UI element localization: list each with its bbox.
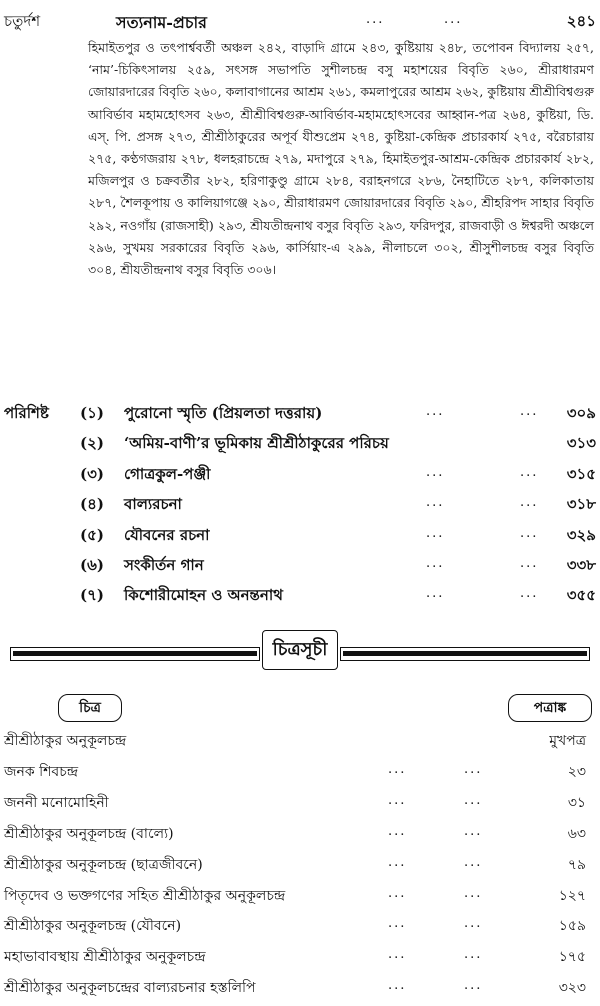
- illustration-page[interactable]: ৩১: [567, 794, 586, 811]
- appendix-item[interactable]: [80, 463, 596, 493]
- illustration-item[interactable]: [4, 729, 596, 759]
- chapter-label: চতুর্দশ: [4, 12, 41, 30]
- appendix-item-title[interactable]: সংকীর্তন গান: [124, 556, 204, 574]
- illustration-page[interactable]: ৩২৩: [558, 980, 586, 997]
- illustration-name[interactable]: শ্রীশ্রীঠাকুর অনুকূলচন্দ্র (যৌবনে): [4, 918, 182, 935]
- illustration-item[interactable]: [4, 976, 596, 1006]
- leader-dots: ...: [520, 495, 539, 511]
- chapter-summary: হিমাইতপুর ও তৎপার্শ্ববর্তী অঞ্চল ২৪২, বাড়াদি গ্রামে ২৪৩, কুষ্টিয়ায় ২৪৮, তপোবন বিদ্যালয় ২৫৭, ‘নাম’-চিকিৎসালয় ২৫৯, সৎসঙ্গ সভাপতি সুশীলচন্দ্র বসু মহাশয়ের বিবৃতি ২৬০, শ্রীরাধারমণ জোয়ারদারের বিবৃতি ২৬০, কলাবাগানের আশ্রম ২৬১, কমলাপুরের আশ্রম ২৬২, কুষ্টিয়ায় শ্রীশ্রীবিশ্বগুরু আবির্ভাব মহামহোৎসব ২৬৩, শ্রীশ্রীবিশ্বগুরু-আবির্ভাব-মহামহোৎসবের আহ্বান-পত্র ২৬৪, কুষ্টিয়া, ডি. এস্. পি. প্রসঙ্গ ২৭৩, শ্রীশ্রীঠাকুরের অপূর্ব যীশুপ্রেম ২৭৪, কুষ্টিয়া-কেন্দ্রিক প্রচারকার্য ২৭৫, বরৈচারায় ২৭৫, কণ্ঠগজরায় ২৭৮, ধলহরাচন্দ্রে ২৭৯, মদাপুরে ২৭৯, হিমাইতপুর-আশ্রম-কেন্দ্রিক প্রচারকার্য ২৮২, মজিলপুর ও চক্রবর্তীর ২৮২, হরিণাকুণ্ডু গ্রামে ২৮৪, বরাহনগরে ২৮৬, নৈহাটিতে ২৮৭, কলিকাতায় ২৮৭, শৈলকূপায় ও কালিয়াগঞ্জে ২৯০, শ্রীরাধারমণ জোয়ারদারের বিবৃতি ২৯০, শ্রীহরিপদ সাহার বিবৃতি ২৯২, নওগাঁয় (রাজসাহী) ২৯৩, শ্রীযতীন্দ্রনাথ বসুর বিবৃতি ২৯৩, ফরিদপুর, রাজবাড়ী ও ঈশ্বরদী অঞ্চলে ২৯৬, সুখময় সরকারের বিবৃতি ২৯৬, কার্সিয়াং-এ ২৯৯, নীলাচলে ৩০২, শ্রীসুশীলচন্দ্র বসুর বিবৃতি ৩০৪, শ্রীযতীন্দ্রনাথ বসুর বিবৃতি ৩০৬।: [88, 40, 594, 278]
- illustration-name[interactable]: মহাভাবাবস্থায় শ্রীশ্রীঠাকুর অনুকূলচন্দ্র: [4, 949, 206, 966]
- leader-dots: ...: [366, 12, 385, 27]
- appendix-item-title[interactable]: পুরোনো স্মৃতি (প্রিয়লতা দত্তরায়): [124, 404, 323, 422]
- leader-dots: ...: [464, 823, 483, 839]
- appendix-item-page[interactable]: ৩১৩: [566, 434, 596, 453]
- column-header-page: পত্রাঙ্ক: [508, 694, 592, 722]
- illustration-name[interactable]: জনক শিবচন্দ্র: [4, 763, 79, 780]
- illustration-name[interactable]: শ্রীশ্রীঠাকুর অনুকূলচন্দ্র (ছাত্রজীবনে): [4, 856, 203, 873]
- leader-dots: ...: [388, 916, 407, 932]
- leader-dots: ...: [464, 854, 483, 870]
- appendix-item-title[interactable]: বাল্যরচনা: [124, 495, 182, 514]
- column-header-picture: চিত্র: [58, 694, 122, 722]
- appendix-item-number: (৪): [80, 495, 104, 514]
- leader-dots: ...: [426, 404, 445, 419]
- illustration-item[interactable]: [4, 914, 596, 944]
- appendix-label: পরিশিষ্ট: [4, 404, 49, 422]
- chapter-title[interactable]: সত্যনাম-প্রচার: [116, 13, 207, 32]
- leader-dots: ...: [520, 586, 539, 602]
- appendix-item-number: (৫): [80, 525, 104, 544]
- leader-dots: ...: [426, 495, 445, 511]
- leader-dots: ...: [388, 761, 407, 777]
- appendix-item-number: (১): [80, 404, 104, 422]
- appendix-item-number: (৩): [80, 464, 104, 483]
- illustration-item[interactable]: [4, 884, 596, 914]
- leader-dots: ...: [520, 525, 539, 541]
- illustrations-heading: চিত্রসূচী: [262, 630, 338, 670]
- illustration-page[interactable]: ১৭৫: [558, 949, 586, 966]
- leader-dots: ...: [464, 885, 483, 901]
- leader-dots: ...: [464, 947, 483, 963]
- divider-bar-left: [10, 647, 260, 661]
- illustration-page[interactable]: ৬৩: [567, 825, 586, 842]
- appendix-item[interactable]: [80, 554, 596, 584]
- appendix-item-title[interactable]: ‘অমিয়-বাণী’র ভূমিকায় শ্রীশ্রীঠাকুরের পরিচয়: [124, 434, 389, 453]
- illustration-page[interactable]: ৭৯: [567, 856, 586, 873]
- appendix-item[interactable]: [80, 493, 596, 523]
- leader-dots: ...: [444, 12, 463, 27]
- illustration-item[interactable]: [4, 760, 596, 790]
- leader-dots: ...: [388, 854, 407, 870]
- leader-dots: ...: [520, 556, 539, 571]
- appendix-item[interactable]: [80, 432, 596, 462]
- illustration-page[interactable]: ২৩: [567, 763, 586, 780]
- leader-dots: ...: [464, 978, 483, 994]
- leader-dots: ...: [388, 947, 407, 963]
- appendix-item-title[interactable]: কিশোরীমোহন ও অনন্তনাথ: [124, 586, 283, 605]
- appendix-item-page[interactable]: ৩৩৮: [566, 556, 596, 574]
- appendix-item[interactable]: [80, 402, 596, 432]
- leader-dots: ...: [426, 586, 445, 602]
- illustration-page[interactable]: মুখপত্র: [549, 733, 586, 749]
- illustration-name[interactable]: শ্রীশ্রীঠাকুর অনুকূলচন্দ্র: [4, 733, 127, 749]
- appendix-item-page[interactable]: ৩১৮: [566, 495, 596, 514]
- appendix-item-title[interactable]: গোত্রকুল-পঞ্জী: [124, 464, 211, 483]
- illustration-name[interactable]: শ্রীশ্রীঠাকুর অনুকূলচন্দ্র (বাল্যে): [4, 825, 174, 842]
- illustration-page[interactable]: ১৫৯: [558, 918, 586, 935]
- appendix-item-page[interactable]: ৩২৯: [566, 525, 596, 544]
- leader-dots: ...: [464, 792, 483, 808]
- chapter-page-number[interactable]: ২৪১: [566, 12, 596, 30]
- appendix-item-page[interactable]: ৩০৯: [566, 404, 596, 422]
- leader-dots: ...: [426, 464, 445, 480]
- appendix-item-page[interactable]: ৩১৫: [566, 464, 596, 483]
- leader-dots: ...: [520, 464, 539, 480]
- illustration-item[interactable]: [4, 853, 596, 883]
- leader-dots: ...: [520, 404, 539, 419]
- leader-dots: ...: [464, 761, 483, 777]
- appendix-item-page[interactable]: ৩৫৫: [566, 586, 596, 605]
- leader-dots: ...: [426, 556, 445, 571]
- appendix-item[interactable]: [80, 524, 596, 554]
- appendix-item[interactable]: [80, 584, 596, 614]
- appendix-item-title[interactable]: যৌবনের রচনা: [124, 525, 210, 544]
- appendix-item-number: (২): [80, 434, 104, 453]
- illustration-name[interactable]: শ্রীশ্রীঠাকুর অনুকূলচন্দ্রের বাল্যরচনার হস্তলিপি: [4, 980, 256, 997]
- leader-dots: ...: [388, 792, 407, 808]
- illustration-page[interactable]: ১২৭: [558, 887, 586, 904]
- leader-dots: ...: [464, 916, 483, 932]
- leader-dots: ...: [426, 525, 445, 541]
- leader-dots: ...: [388, 885, 407, 901]
- illustration-item[interactable]: [4, 822, 596, 852]
- divider-bar-right: [340, 647, 590, 661]
- illustration-item[interactable]: [4, 791, 596, 821]
- illustration-item[interactable]: [4, 945, 596, 975]
- leader-dots: ...: [388, 978, 407, 994]
- appendix-item-number: (৭): [80, 586, 104, 605]
- illustration-name[interactable]: পিতৃদেব ও ভক্তগণের সহিত শ্রীশ্রীঠাকুর অনুকূলচন্দ্র: [4, 887, 286, 904]
- appendix-item-number: (৬): [80, 556, 104, 574]
- leader-dots: ...: [388, 823, 407, 839]
- illustration-name[interactable]: জননী মনোমোহিনী: [4, 794, 109, 811]
